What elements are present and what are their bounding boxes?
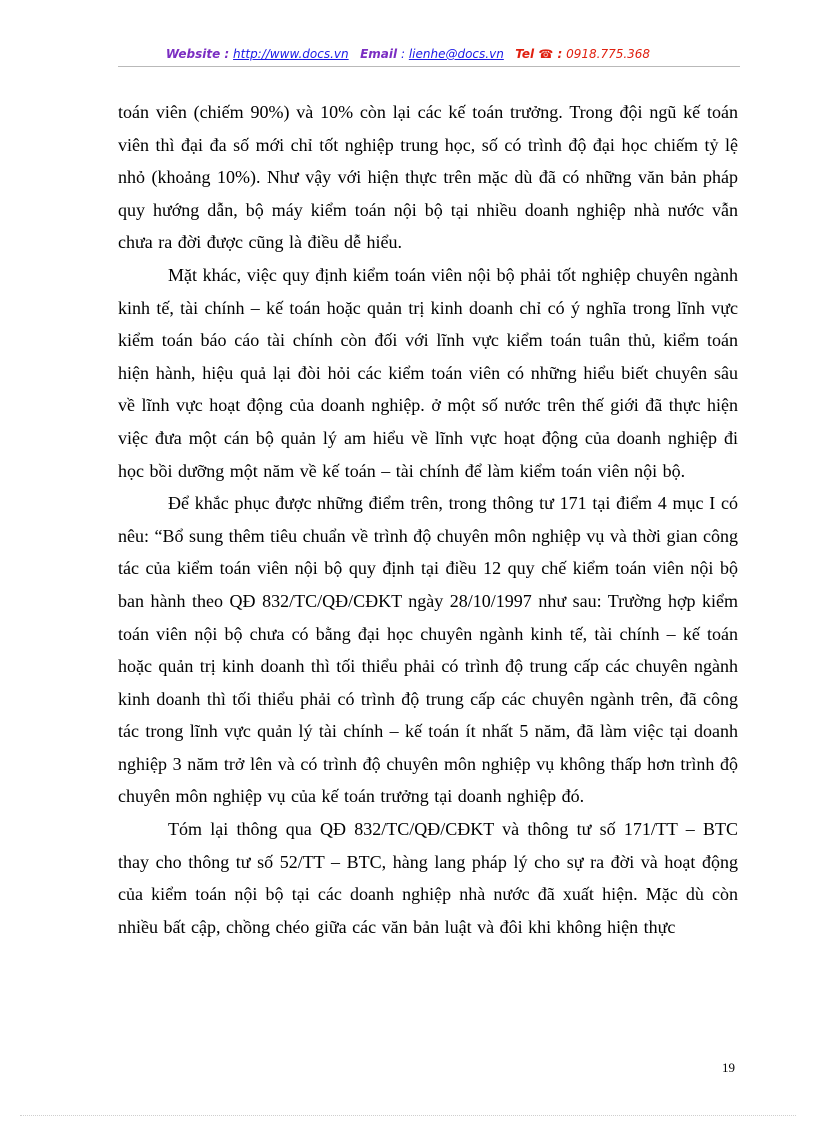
tel-label: Tel ☎ : xyxy=(515,47,563,61)
page-header xyxy=(0,46,816,62)
page-number: 19 xyxy=(722,1060,735,1075)
email-link[interactable]: lienhe@docs.vn xyxy=(408,47,504,61)
paragraph: Để khắc phục được những điểm trên, trong thông tư 171 tại điểm 4 mục I có nêu: “Bổ sung thêm tiêu chuẩn về trình độ chuyên môn nghiệp vụ và thời gian công tác của kiểm toán viên nội bộ quy định tại điều 12 quy chế kiểm toán viên nội bộ ban hành theo QĐ 832/TC/QĐ/CĐKT ngày 28/10/1997 như sau: Trường hợp kiểm toán viên nội bộ chưa có bằng đại học chuyên ngành kinh tế, tài chính – kế toán hoặc quản trị kinh doanh thì tối thiểu phải có trình độ trung cấp các chuyên ngành kinh doanh thì tối thiểu phải có trình độ trung cấp các chuyên ngành trên, đã công tác trong lĩnh vực quản lý tài chính – kế toán ít nhất 5 năm, đã làm việc tại doanh nghiệp 3 năm trở lên và có trình độ chuyên môn nghiệp vụ không thấp hơn trình độ chuyên môn nghiệp vụ của kế toán trưởng tại doanh nghiệp đó. xyxy=(118,493,738,807)
header-divider xyxy=(118,66,740,67)
tel-value: 0918.775.368 xyxy=(566,47,651,61)
paragraph: Mặt khác, việc quy định kiểm toán viên nội bộ phải tốt nghiệp chuyên ngành kinh tế, tài chính – kế toán hoặc quản trị kinh doanh chỉ có ý nghĩa trong lĩnh vực kiểm toán báo cáo tài chính còn đối với lĩnh vực kiểm toán tuân thủ, kiểm toán hiện hành, hiệu quả lại đòi hỏi các kiểm toán viên có những hiểu biết chuyên sâu về lĩnh vực hoạt động của doanh nghiệp. ở một số nước trên thế giới đã thực hiện việc đưa một cán bộ quản lý am hiểu về lĩnh vực hoạt động của doanh nghiệp đi học bồi dưỡng một năm về kế toán – tài chính để làm kiểm toán viên nội bộ. xyxy=(118,264,738,481)
website-link[interactable]: http://www.docs.vn xyxy=(233,47,349,61)
email-separator: : xyxy=(400,47,405,61)
document-body xyxy=(118,96,738,943)
footer-divider xyxy=(20,1115,796,1116)
paragraph: toán viên (chiếm 90%) và 10% còn lại các kế toán trưởng. Trong đội ngũ kế toán viên thì đại đa số mới chỉ tốt nghiệp trung học, số có trình độ đại học chiếm tỷ lệ nhỏ (khoảng 10%). Như vậy với hiện thực trên mặc dù đã có những văn bản pháp quy hướng dẫn, bộ máy kiểm toán nội bộ tại nhiều doanh nghiệp nhà nước vẫn chưa ra đời được cũng là điều dễ hiểu. xyxy=(118,102,738,253)
email-label: Email xyxy=(360,47,398,61)
website-label: Website : xyxy=(165,47,230,61)
paragraph: Tóm lại thông qua QĐ 832/TC/QĐ/CĐKT và thông tư số 171/TT – BTC thay cho thông tư số 52/TT – BTC, hàng lang pháp lý cho sự ra đời và hoạt động của kiểm toán nội bộ tại các doanh nghiệp nhà nước đã xuất hiện. Mặc dù còn nhiều bất cập, chồng chéo giữa các văn bản luật và đôi khi không hiện thực xyxy=(118,819,738,937)
